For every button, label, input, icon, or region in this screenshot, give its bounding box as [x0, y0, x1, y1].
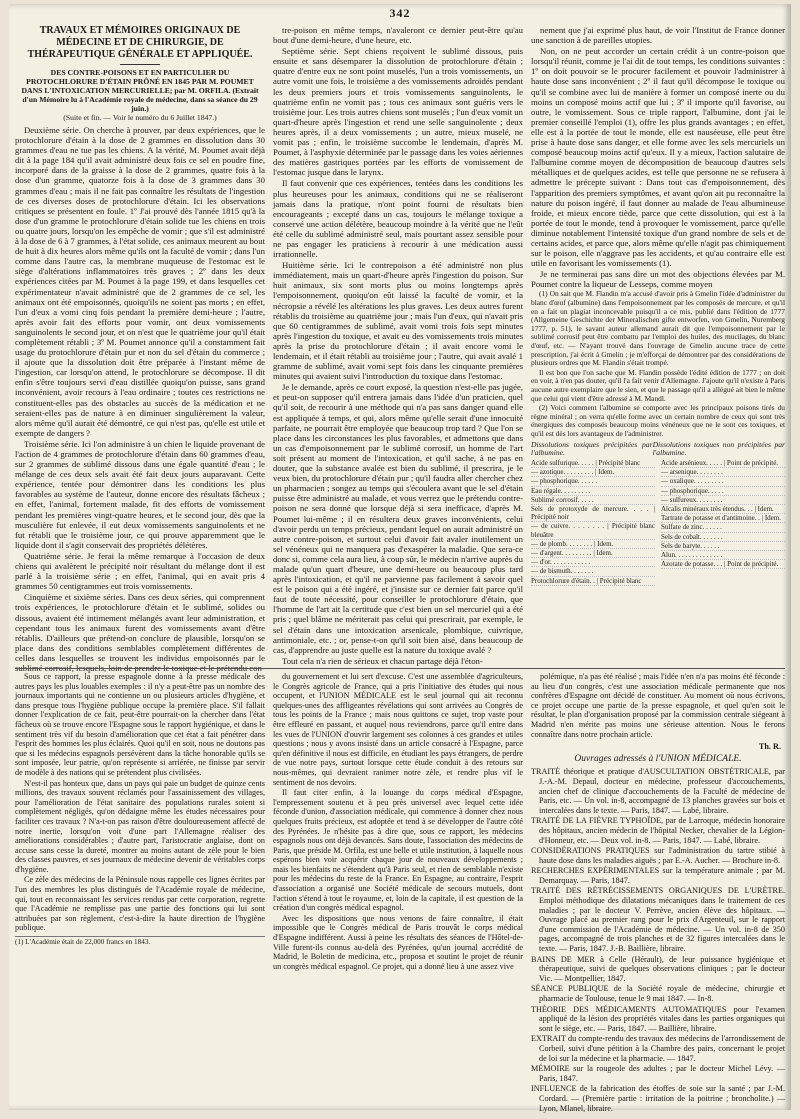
- paragraph: Cinquième et sixième séries. Dans ces deux séries, qui comprennent trois expériences, le protochlorure d'étain et le sublimé, solides ou dissous, avaient été intimement mélangés avant leur administration, et cependant tous les animaux furent des vomissements avant d'être rétablis. D'ailleurs que prétend-on conclure de plausible, lorsqu'on se place dans des conditions semblables complètement différentes de celles dans lesquelles se trouvent les individus empoisonnés par le sublimé corrosif, lesquels, loin de prendre le toxique et le prétendu con-: [15, 592, 265, 673]
- bibliography-entry: TRAITÉ DES RÉTRÉCISSEMENTS ORGANIQUES DE L'URÈTRE. Emploi méthodique des dilatations mécaniques dans le traitement de ces maladies ; par le docteur V. Perrève, ancien élève des hôpitaux. — Ouvrage placé au premier rang pour le prix d'Argenteuil, sur le rapport d'une commission de l'Académie de médecine. — Un vol. in-8 de 350 pages, accompagné de trois planches et de 32 figures intercalées dans le texte. — Paris, 1847. J.-B. Baillière, libraire.: [531, 886, 785, 954]
- table-row: Azotate de potasse. . . | Point de précipité.: [661, 560, 785, 569]
- page-number: 342: [389, 6, 411, 20]
- table-row: Sels de cobalt. . . . . . .: [661, 533, 785, 542]
- column-1: [15, 25, 265, 673]
- footnote-paragraph: (1) On sait que M. Flandin m'a accusé d'avoir pris à Gmelin l'idée d'administrer du blanc d'œuf (albumine) dans l'empoisonnement par les composés de mercure, et qu'il en a fait un plagiat inconcevable puisqu'il a ce mis, publié dans l'édition de 1777 (Allgemeine Geschichte der Mineralischen gifte entworfen, von Gmelin, Nuremberg 1777, p. 51), le savant auteur allemand aurait dit que l'empoisonnement par le sublimé corrosif peut être combattu par l'emploi des huiles, des mucilages, du blanc d'œuf, etc. — N'ayant trouvé dans l'ouvrage de Gmelin aucune trace de cette prescription, j'ai écrit à Gmelin ; je m'efforçai de démontrer par des considérations de plusieurs ordres que M. Flandin s'était trompé.: [531, 289, 785, 368]
- bibliography-entry: SÉANCE PUBLIQUE de la Société royale de médecine, chirurgie et pharmacie de Toulouse, tenue le 9 mai 1847. — In-8.: [531, 984, 785, 1003]
- bibliography-entry: BAINS DE MER à Celle (Hérault), de leur puissance hygiénique et thérapeutique, suivi de quelques observations cliniques ; par le docteur Vic. — Montpellier, 1847.: [531, 954, 785, 983]
- paragraph: Troisième série. Ici l'on administre à un chien le liquide provenant de l'action de 4 grammes de protochlorure d'étain dans 60 grammes d'eau, sur 2 grammes de sublimé dissous dans une égale quantité d'eau ; le mélange de ces deux sels avait été fait deux jours auparavant. Cette expérience, tentée pour démontrer dans les conditions les plus favorables au système de l'auteur, donne encore des résultats fâcheux ; en effet, l'animal, fortement malade, fit des efforts de vomissement pendant les premières vingt-quatre heures, et le second jour, dès que la musculière fut enlevée, il eut deux vomissements sanguinolents et ne fut rétabli que le troisième jour, ce qui prouve apparemment que le liquide dont il s'agit conservait des propriétés délétères.: [15, 438, 265, 550]
- paragraph: Je le demande, après ce court exposé, la question n'est-elle pas jugée, et peut-on supposer qu'il entrera jamais dans l'idée d'un praticien, quel qu'il soit, de recourir à une méthode qui n'a pas sans danger quand elle est appliquée à temps, et qui, alors même qu'elle serait d'une innocuité parfaite, ne pourrait être employée que beaucoup trop tard ? Que l'on se place dans les circonstances les plus favorables, et admettons que dans un cas d'empoisonnement par le sublimé corrosif, un homme de l'art soit présent au moment de l'intoxication, et qu'il sache, à ne pas en douter, que la substance avalée est bien du sublimé, il prescrira, je le veux bien, du protochlorure d'étain pur ; qu'il faudra aller chercher chez un pharmacien ; songez au temps qui s'écoulera avant que le sel d'étain puisse être administré au malade, et vous verrez que le prétendu contre-poison ne sera donné que lorsque déjà si sera inefficace, d'après M. Poumet lui-même ; il en résultera deux graves inconvénients, celui d'avoir perdu un temps précieux, pendant lequel on aurait administré un autre contre-poison, et surtout celui d'avoir fait avaler inutilement un sel vénéneux qui ne manquera pas d'exaspérer la maladie. Que sera-ce donc si, comme cela aura lieu, à coup sûr, le médecin n'arrive auprès du malade qu'un quart d'heure, une demi-heure ou beaucoup plus tard après l'intoxication, et qu'il ne parvienne pas facilement à savoir quel est le poison qui a été ingéré, et j'insiste sur ce dernier fait parce qu'il faut de toute nécessité, pour conseiller le protochlorure d'étain, que l'homme de l'art ait la certitude que c'est bien un sel mercuriel qui a été pris ; quel blâme ne mériterait pas celui qui prescrirait, par exemple, le sel d'étain dans une intoxication arsenicale, plombique, cuivrique, antimoniale, etc. ; or, pense-t-on qu'il soit bien aisé, dans beaucoup de cas, d'apprendre au juste quelle est la nature du toxique avalé ?: [273, 382, 523, 655]
- divider: [120, 64, 160, 65]
- column-2: [273, 25, 523, 665]
- paragraph: Quatrième série. Je ferai la même remarque à l'occasion de deux chiens qui avalèrent le précipité noir résultant du mélange dont il est parlé à la troisième série ; en effet, l'animal, qui en avait pris 4 grammes 50 centigrammes eut trois vomissements.: [15, 550, 265, 592]
- table-right-col: [661, 459, 785, 586]
- table-right-head: Dissolutions toxiques non précipitées par l'albumine.: [652, 439, 785, 457]
- table-row: Eau régale. . . . . . . . .: [531, 487, 655, 496]
- table-row: Acide arsénieux. . . . . | Point de précipité.: [661, 459, 785, 468]
- table-row: Sels de protoxyde de mercure. . . . | Précipité noir: [531, 504, 655, 522]
- table-row: Sels de baryte. . . . . .: [661, 542, 785, 551]
- table-row: — oxalique. . . . . . . . .: [661, 477, 785, 486]
- paragraph: polémique, n'a pas été réalisé ; mais l'idée n'en n'a pas moins été féconde : au lieu d'un congrès, c'est une association médicale permanente que nos confrères d'Espagne ont décidé de constituer. Au moment où nous écrivons, ce projet occupe une partie de la presse espagnole, et quel qu'en soit le résultat, le plan d'organisation proposé par la commission centrale siégeant à Madrid n'en mérite pas moins une sérieuse attention. Nous le ferons connaître dans notre prochain article.: [531, 672, 785, 739]
- paragraph: Huitième série. Ici le contrepoison a été administré non plus immédiatement, mais un quart-d'heure après l'ingestion du poison. Sur huit animaux, six sont morts plus ou moins longtemps après l'empoisonnement, quoiqu'on eût laissé la faculté de vomir, et la nécropsie a révélé les altérations les plus graves. Les deux autres furent rétablis du troisième au quatrième jour ; mais l'un d'eux, qui n'avait pris que 60 centigrammes de sublimé, avait vomi trois fois sept minutes après l'ingestion du toxique, et avait eu des vomissements trois minutes après la prise du protochlorure d'étain ; il avait encore vomi le lendemain, et il était rétabli au troisième jour ; l'autre, qui avait avalé 1 gramme de sublimé, avait vomi sept fois dans les cinquante premières minutes qui avaient suivi l'introduction du toxique dans l'estomac.: [273, 260, 523, 382]
- paragraph: Il faut citer enfin, à la louange du corps médical d'Espagne, l'empressement soutenu et à peu près universel avec lequel cette idée féconde d'union, d'association médicale, qui commence à donner chez nous quelques fruits précieux, est adoptée et tend à se développer de l'autre côté des Pyrénées. Je n'hésite pas à dire que, sous ce rapport, les médecins espagnols nous ont déjà devancés. Sans doute, l'association des médecins de Paris, que préside M. Orfila, est une belle et utile institution, à laquelle nous espérons bien voir acquérir chaque jour de nouveaux développements ; mais les bienfaits ne s'étendent qu'à Paris seul, et rien de semblable n'existe pour les médecins du reste de la France. En Espagne, au contraire, l'esprit d'association a organisé une Société médicale de secours mutuels, dont l'action s'étend à tout le royaume, et, loin de la capitale, il est question de la création d'un congrès médical espagnol.: [273, 788, 523, 913]
- table-row: — de plomb. . . . . . . . | Idem.: [531, 540, 655, 549]
- table-left-col: [531, 459, 655, 586]
- table-row: — phosphorique. . . . .: [661, 487, 785, 496]
- table-row: Tartrate de potasse et d'antimoine. . | Idem.: [661, 514, 785, 523]
- bottom-column-2: [273, 672, 523, 1108]
- table-row: — d'or. . . . . . . . . . . .: [531, 558, 655, 567]
- column-2-body: [273, 25, 523, 666]
- paragraph: tre-poison en même temps, n'avaleront ce dernier peut-être qu'au bout d'une demi-heure, d'une heure, etc.: [273, 25, 523, 46]
- footnote: (1) L'Académie était de 22,000 francs en 1843.: [15, 936, 265, 948]
- bottom-column-3-body: [531, 672, 785, 739]
- table-row: — sulfureux. . . . . . . .: [661, 496, 785, 505]
- albumine-table: [531, 441, 785, 586]
- table-row: — azotique. . . . . . . . . | Idem.: [531, 468, 655, 477]
- bibliography-entry: CONSIDÉRATIONS PRATIQUES sur l'administration du tartre stibié à haute dose dans les maladies aiguës ; par E.-A. Aucher. — Brochure in-8.: [531, 846, 785, 865]
- bibliography-entry: INFLUENCE de la fabrication des étoffes de soie sur la santé ; par J.-M. Cordard. — (Première partie : irritation de la poitrine ; broncholite.) — Lyon, Mlanel, libraire.: [531, 1084, 785, 1113]
- table-row: Sulfate de zinc. . . . . .: [661, 523, 785, 532]
- table-row: Protochlorure d'étain. . | Précipité blanc: [531, 577, 655, 586]
- bottom-column-2-body: [273, 672, 523, 971]
- paragraph: nement que j'ai exprimé plus haut, de voir l'Institut de France donner une sanction à de pareilles utopies.: [531, 25, 785, 46]
- table-row: — de bismuth. . . . . . .: [531, 567, 655, 576]
- table-row: — de cuivre. . . . . . . . | Précipité blanc bleuâtre: [531, 522, 655, 539]
- table-row: — d'argent. . . . . . . . . | Idem.: [531, 549, 655, 558]
- paragraph: Non, on ne peut accorder un certain crédit à un contre-poison que lorsqu'il réunit, comme je l'ai dit de tout temps, les conditions suivantes : 1º on doit pouvoir se le procurer facilement et pouvoir l'administrer à haute dose sans inconvénient ; 2º il faut qu'il décompose le toxique ou qu'il se combine avec lui de manière à former un composé inerte ou du moins un composé moins actif que lui ; 3º il importe qu'il favorise, ou outre, le vomissement. Sous ce triple rapport, l'albumine, dont j'ai le premier conseillé l'emploi (1), offre les plus grands avantages ; en effet, elle est à la portée de tout le monde, elle est nauséeuse, elle peut être prise à haute dose sans danger, et elle forme avec les sels mercuriels un composé beaucoup moins actif qu'eux. Il y a mieux, l'action salutaire de l'albumine comme moyen de décomposition de beaucoup d'autres sels métalliques et de quelques acides, est telle que personne ne se refusera à admettre le précepte suivant : Dans tout cas d'empoisonnement, dès l'apparition des premiers symptômes, et avant qu'on ait pu reconnaître la nature du poison ingéré, il faut donner au malade de l'eau albumineuse froide, et mieux encore tiède, parce que cette dissolution, qui est à la portée de tout le monde, tend à provoquer le vomissement, parce qu'elle diminue notablement l'intensité toxique d'un grand nombre de sels et de certains acides, et parce que, alors même qu'elle n'agit pas chimiquement sur le poison, elle n'aggrave pas les accidents, et qu'au contraire elle est utile en favorisant les vomissements (1).: [531, 46, 785, 269]
- table-left-head: Dissolutions toxiques précipitées par l'albumine.: [531, 439, 653, 457]
- bibliography-entry: MÉMOIRE sur la rougeole des adultes ; par le docteur Michel Lévy. — Paris, 1847.: [531, 1064, 785, 1083]
- column-3-body: [531, 25, 785, 289]
- footnote-paragraph: (2) Voici comment l'albumine se comporte avec les principaux poisons tirés du règne minéral ; on verra qu'elle forme avec un certain nombre de ceux qui sont très énergiques des composés beaucoup moins vénéneux que ne le sont ces toxiques, et qu'il est dès lors avantageux de l'administrer.: [531, 403, 785, 438]
- section-title: TRAVAUX ET MÉMOIRES ORIGINAUX DE MÉDECINE ET DE CHIRURGIE, DE THÉRAPEUTIQUE GÉNÉRALE ET APPLIQUÉE.: [27, 25, 253, 60]
- paragraph: Sous ce rapport, la presse espagnole donne à la presse médicale des autres pays les plus louables exemples : il n'y a peut-être pas un nombre des journaux importants qui ne contienne un ou plusieurs articles d'hygiène, et dans presque tous l'hygiène publique occupe la première place. S'il fallait donner l'explication de ce fait, peut-être pourrait-on la chercher dans l'état fâcheux où se trouve encore l'Espagne sous le rapport hygiénique, et dans le sentiment très vif du besoin d'amélioration que cet état a fait pénétrer dans l'esprit des hommes les plus éclairés. Quoi qu'il en soit, nous ne doutons pas que si les médecins espagnols persévèrent dans la tâche honorable qu'ils se sont imposée, leur patrie, qu'on représente si arriérée, ne finisse par servir de modèle à des nations qui se prétendent plus civilisées.: [15, 672, 265, 777]
- paragraph: Septième série. Sept chiens reçoivent le sublimé dissous, puis ensuite et sans désemparer la dissolution de protochlorure d'étain ; quatre d'entre eux ne sont point muselés, l'un a trois vomissements, un autre vomit une fois, le troisième a des vomissements adroidés pendant les deux premiers jours et trois vomissements sanguinolents, le quatrième enfin ne vomit pas ; tous ces animaux sont guéris vers le troisième jour. Les trois autres chiens sont muselés ; l'un d'eux vomit un quart-d'heure après l'ingestion et rend une selle sanguinolente ; deux heures après, il a deux vomissements ; un autre, mieux muselé, ne vomit pas ; enfin, le troisième succombe le lendemain, d'après M. Poumet, à l'asphyxie déterminée par le passage dans les voies aériennes des matières gastriques portées par les efforts de vomissement de l'estomac jusque dans le larynx.: [273, 46, 523, 178]
- bottom-column-3: [531, 672, 785, 1113]
- signature: Th. R.: [758, 742, 781, 752]
- column-3: [531, 25, 785, 665]
- newspaper-page: [9, 4, 791, 1113]
- paragraph: N'est-il pas honteux que, dans un pays qui paie un budget de quinze cents millions, des travaux souvent réclamés pour l'assainissement des villages, pour l'amélioration de l'état sanitaire des populations rurales soient si complètement négligés, qu'on dédaigne même les études nécessaires pour faciliter ces travaux ? N'a-t-on pas raison d'être douloureusement affecté de notre inertie, lorsqu'on voit d'une part l'Allemagne réaliser des améliorations considérables ; d'autre part, l'aristocratie anglaise, dont on accuse sans cesse la dureté, montrer au moins autant de zèle pour le bien des classes pauvres, et ses journaux de médecine devenir de véritables corps d'hygiène.: [15, 778, 265, 874]
- paragraph: Tout cela n'a rien de sérieux et chacun partage déjà l'éton-: [282, 655, 483, 666]
- article-title: DES CONTRE-POISONS ET EN PARTICULIER DU PROTOCHLORURE D'ÉTAIN PRÔNÉ EN 1845 PAR M. POUMET DANS L'INTOXICATION MERCURIELLE; par M. ORFILA. (Extrait d'un Mémoire lu à l'Académie royale de médecine, dans sa séance du 29 juin.): [21, 68, 259, 113]
- bottom-column-1: [15, 672, 265, 1108]
- table-row: — arsenique. . . . . . . .: [661, 468, 785, 477]
- paragraph: Je ne terminerai pas sans dire un mot des objections élevées par M. Poumet contre la liqueur de Lesseps, comme moyen: [531, 269, 785, 290]
- paragraph: Ce zèle des médecins de la Péninsule nous rappelle ces lignes écrites par l'un des membres les plus distingués de l'Académie royale de médecine, qui, tout en reconnaissant les services rendus par cette corporation, regrette que l'Académie ne remplisse pas une partie des fonctions qui lui sont attribuées par son règlement, c'est-à-dire la haute direction de l'hygiène publique.: [15, 875, 265, 933]
- bibliography-entry: RECHERCHES EXPÉRIMENTALES sur la température animale ; par M. Demarquay. — Paris, 1847.: [531, 866, 785, 885]
- table-row: — phosphorique. . . . . .: [531, 477, 655, 486]
- table-row: Acide sulfurique. . . . . | Précipité blanc: [531, 459, 655, 468]
- paragraph: du gouvernement et lui sert d'excuse. C'est une assemblée d'agriculteurs, le Congrès agricole de France, qui a pris l'initiative des études qui nous occupent, et l'UNION MÉDICALE est le seul journal qui ait reconnu quelques-unes des affligeantes révélations qui sont arrivées au Congrès de tous les points de la France ; mais nous quittons ce sujet, trop vaste pour être effleuré en passant, et auquel nous reviendrons, parce qu'il entre dans les vues de l'UNION d'ouvrir largement ses colonnes à ces grandes et utiles questions ; nous y avons insisté dans un article consacré à l'Espagne, parce qu'en définitive il nous est difficile, en étudiant les pays étrangers, de perdre de vue notre pays, surtout lorsque cette étude conduit à des retours sur nous-mêmes, qui devraient ranimer notre zèle, et rendre plus vif le sentiment de nos devoirs.: [273, 672, 523, 787]
- table-row: Alun. . . . . . . . . . . . . .: [661, 551, 785, 560]
- article-subtitle: [15, 68, 265, 122]
- continuation-note: (Suite et fin. — Voir le numéro du 6 Juillet 1847.): [63, 113, 217, 122]
- table-row: Alcalis minéraux très étendus. . . | Idem.: [661, 505, 785, 514]
- bibliography-entry: THÈORIE DES MÉDICAMENTS AUTOMATIQUES pour l'examen appliqué de la lésion des propriétés vitales dans les parties organiques qui sont le siège, etc. — Paris, 1847. — Baillière, libraire.: [531, 1004, 785, 1033]
- bibliography-entry: TRAITÉ théorique et pratique d'AUSCULTATION OBSTÉTRICALE, par J.-A.-M. Depaul, docteur en médecine, professeur d'accouchements, ancien chef de clinique d'accouchements de la Faculté de médecine de Paris, etc. — Un vol. in-8, accompagné de 13 planches gravées sur bois et intercalées dans le texte. — Paris, 1847. — Labé, libraire.: [531, 767, 785, 815]
- bottom-column-1-body: [15, 672, 265, 933]
- paragraph: Deuxième série. On cherche à prouver, par deux expériences, que le protochlorure d'étain à la dose de 2 grammes en dissolution dans 30 grammes d'eau ne tue pas les chiens. A la vérité, M. Poumet avait déjà dit à la page 184 qu'il avait administré deux fois ce sel en poudre fine, incorporé dans de la graisse à la dose de 2 grammes, quatre fois à la dose d'un gramme, quatorze fois à la dose de 3 grammes dans 30 grammes d'eau ; mais il ne fait pas connaître les résultats de l'ingestion de ces diverses doses de protochlorure d'étain. Ici les observations critiques se présentent en foule. 1º J'ai prouvé dès l'année 1815 qu'à la dose d'un gramme le protochlorure d'étain solide tue les chiens en trois ou quatre jours, lorsqu'on les empêche de vomir ; que s'il est administré à la dose de 6 à 7 grammes, à l'état solide, ces animaux meurent au bout de huit à dix heures alors même qu'ils ont la faculté de vomir ; dans l'un comme dans l'autre cas, la membrane muqueuse de l'estomac est le siège d'altérations inflammatoires très graves ; 2º dans les deux expériences citées par M. Poumet à la page 199, et dans lesquelles cet expérimentateur n'avait administré que de 2 grammes de ce sel, les animaux ont été empoisonnés, quoiqu'ils ne soient pas morts ; en effet, l'un d'eux a vomi cinq fois pendant la première demi-heure ; l'autre, après avoir fait des efforts pour vomir, ont deux vomissements sanguinolents le second jour, et on n'est que le quatrième jour qu'il était complètement rétabli ; 3º M. Poumet annonce qu'il a constamment fait usage du protochlorure d'étain pur et non du sel d'étain du commerce ; il ajoute que la dissolution doit être préparée à l'instant même de l'ingestion, car lorsqu'on attend, le protochlorure se décompose. Il dit enfin s'être toujours servi d'eau distillée quoiqu'on puisse, sans grand inconvénient, avoir recours à l'eau ordinaire ; toutes ces restrictions ne constituent-elles pas des obstacles au succès de la médication et ne seraient-elles pas de nature à en diminuer singulièrement la valeur, alors même qu'il aurait été démontré, ce qui n'est pas, qu'elle est utile et exempte de dangers ?: [15, 125, 265, 438]
- table-row: Sublimé corrosif. . . . .: [531, 496, 655, 505]
- bibliography-entry: TRAITÉ DE LA FIÈVRE TYPHOÏDE, par de Larroque, médecin honoraire des hôpitaux, ancien médecin de l'hôpital Necker, chevalier de la Légion-d'Honneur, etc. — Deux vol. in-8. — Paris, 1847. — Labé, libraire.: [531, 816, 785, 845]
- paragraph: Il faut convenir que ces expériences, tentées dans les conditions les plus heureuses pour les animaux, conditions qui ne se réaliseront jamais dans la pratique, n'ont point fourni de résultats bien encourageants ; excepté dans un cas, toujours le mélange toxique a conservé une action délétère, beaucoup moindre à la vérité que ne l'eût été celle du sublimé administré seul, mais pourtant assez sensible pour ne pas engager les praticiens à recourir à une médication aussi irrationnelle.: [273, 178, 523, 260]
- horizontal-rule: [15, 668, 785, 669]
- footnote-paragraph: Il est bon que l'on sache que M. Flandin possède l'édité édition de 1777 ; on doit en voir, à n'en pas douter, qu'il l'a fait venir d'Allemagne. J'ajoute qu'il n'existe à Paris aucune autre exemplaire que le sien, et que le passage qu'il a allégué ait bien le même que celui qui vient d'être adressé à M. Mandl.: [531, 367, 785, 403]
- paragraph: Avec les dispositions que nous venons de faire connaître, il était impossible que le Congrès médical de Paris trouvât le corps médical d'Espagne indifférent. Aussi à peine les résultats des séances de l'Hôtel-de-Ville furent-ils connus au-delà des Pyrénées, qu'un journal accrédité de Madrid, le Boletin de medicina, etc., proposa et soutint le projet de réunir un congrès médical espagnol. Ce projet, qui a donné lieu à une assez vive: [273, 913, 523, 971]
- bibliography-entry: EXTRAIT du compte-rendu des travaux des médecins de l'arrondissement de Corbeil, suivi d'une pétition à la Chambre des pairs, concernant le projet de loi sur la médecine et la pharmacie. — 1847.: [531, 1034, 785, 1063]
- column-1-body: [15, 125, 265, 673]
- bibliography-list: [531, 767, 785, 1113]
- bibliography-title: Ouvrages adressés à l'UNION MÉDICALE.: [574, 753, 742, 764]
- footnotes: [531, 290, 785, 438]
